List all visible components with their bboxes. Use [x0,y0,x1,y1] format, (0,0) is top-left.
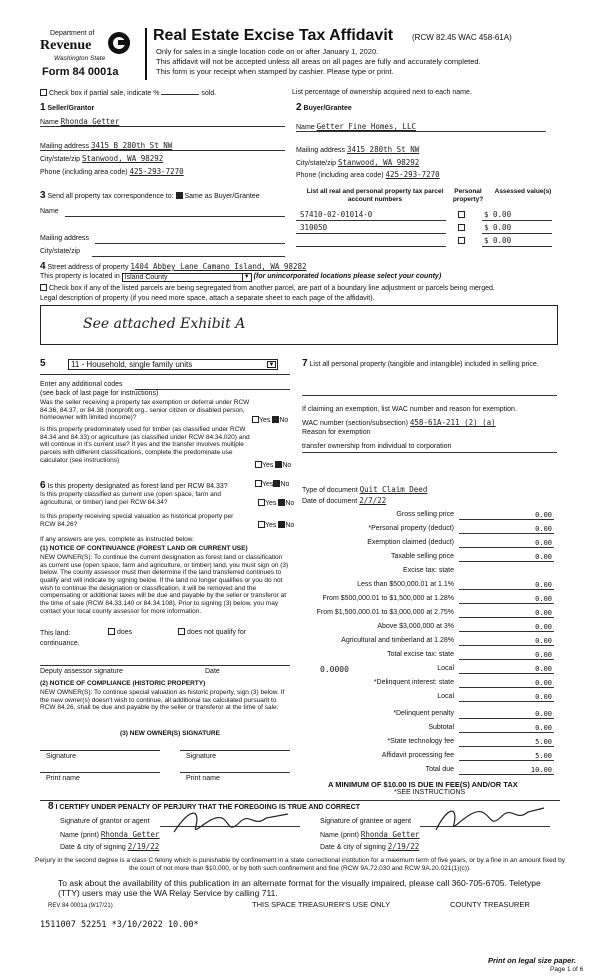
section-3-number: 3 [40,190,46,201]
tax-value[interactable]: 0.00 [459,637,554,646]
yes-label: Yes [265,522,277,529]
tax-label: Taxable selling price [390,553,454,560]
no-label: No [285,522,295,529]
tax-value[interactable]: 0.00 [459,525,554,534]
assessed-value-2[interactable]: $ 0.00 [484,223,512,232]
parcel-row [296,210,558,222]
legal-description-field[interactable] [40,305,558,345]
street-address-label: Street address of property [47,264,129,271]
parcel-row [296,236,558,248]
forest-question: Is this property designated as forest land per RCW 84.33? [47,483,228,490]
wac-label: WAC number (section/subsection) [302,420,408,427]
seller-heading: Seller/Grantor [47,105,95,112]
segregated-checkbox[interactable] [40,284,47,291]
county-treasurer-label: COUNTY TREASURER [450,900,530,909]
logo-dept: Department of [50,30,95,37]
partial-sale-row [40,89,216,97]
wac-field[interactable]: 458-61A-211 (2) (a) [409,418,496,427]
section-4-number: 4 [40,261,46,272]
personal-property-checkbox-3[interactable] [458,237,465,244]
tax-value[interactable]: 10.00 [459,766,554,775]
chevron-down-icon: ▼ [242,274,251,281]
tax-value[interactable]: 0.00 [459,553,554,562]
buyer-address-field[interactable]: 3415 280th St NW [346,145,420,154]
if-yes-note: If any answers are yes, complete as instructed below. [40,536,194,543]
deputy-assessor-label: Deputy assessor signature [40,668,123,675]
perjury-notice [35,857,565,872]
assessed-value-3[interactable]: $ 0.00 [484,236,512,245]
buyer-name-field[interactable]: Getter Fine Homes, LLC [316,122,416,131]
section-6-number: 6 [40,480,46,491]
owner-print-field-2[interactable] [180,772,290,773]
seller-address-field[interactable]: 3415 B 280th St NW [90,141,173,150]
corr-city-label: City/state/zip [40,248,81,255]
deputy-date-label: Date [205,668,220,675]
grantee-name-field[interactable]: Rhonda Getter [360,830,420,839]
seller-section [40,102,285,187]
tax-row [298,567,554,579]
personal-property-checkbox-2[interactable] [458,224,465,231]
property-address-field[interactable]: 1404 Abbey Lane Camano Island, WA 98282 [130,262,307,271]
tax-value[interactable]: 0.00 [459,710,554,719]
local-rate-value: 0.0000 [320,665,349,674]
notice-continuance-heading: (1) NOTICE OF CONTINUANCE (FOREST LAND OR CURRENT USE) [40,545,248,552]
treasurer-stamp: 1511007 52251 *3/10/2022 10.00* [40,920,199,930]
personal-property-checkbox-1[interactable] [458,211,465,218]
header-line-2: This affidavit will not be accepted unless all areas on all pages are fully and accurately completed. [156,57,481,66]
tax-label: Total excise tax: state [387,651,454,658]
doc-date-label: Date of document [302,498,358,505]
legal-size-note: Print on legal size paper. [488,956,576,965]
tax-label: Exemption claimed (deduct) [367,539,454,546]
segregated-label: Check box if any of the listed parcels are being segregated from another parcel, are part of a boundary line adjustment or parcels being merged. [48,285,495,292]
owner-print-field-1[interactable] [40,772,160,773]
yes-label: Yes [262,462,274,469]
tax-value[interactable]: 0.00 [459,581,554,590]
tax-value[interactable]: 0.00 [459,724,554,733]
parcel-header-assessed: Assessed value(s) [494,188,552,195]
new-owner-signature-heading: (3) NEW OWNER(S) SIGNATURE [120,730,220,737]
tax-value[interactable]: 0.00 [459,679,554,688]
grantor-name-field[interactable]: Rhonda Getter [100,830,160,839]
page-title: Real Estate Excise Tax Affidavit [153,27,394,44]
notice-compliance-heading: (2) NOTICE OF COMPLIANCE (HISTORIC PROPERTY) [40,680,206,687]
same-as-buyer-checkbox[interactable] [176,192,183,199]
forest-yes-checkbox[interactable] [255,480,262,487]
exemption-question: Was the seller receiving a property tax exemption or deferral under RCW 84.36, 84.37, or 84.38 (nonprofit org., senior citizen or disabled person, homeowner with limited income)? [40,399,250,422]
located-in-label: This property is located in [40,273,120,280]
buyer-name-label: Name [296,124,315,131]
doc-date-field[interactable]: 2/7/22 [359,496,387,505]
header-line-3: This form is your receipt when stamped by cashier. Please type or print. [156,67,394,76]
buyer-phone-field[interactable]: 425-293-7270 [385,170,440,179]
section-8-number: 8 [48,801,54,812]
does-not-qualify-checkbox[interactable] [178,628,185,635]
tax-row [298,525,554,537]
notice-compliance-text: NEW OWNER(S): To continue special valuation as historic property, sign (3) below. If the new owner(s) doesn't wish to continue, all additional tax calculated pursuant to RCW 84.26, shall be due and payable by the seller or transferor at the time of sale. [40,689,285,712]
tax-calculation [298,511,556,831]
grantor-date-field[interactable]: 2/19/22 [127,842,160,851]
exemption-instruction: If claiming an exemption, list WAC number and reason for exemption. [302,406,517,413]
no-label: No [282,462,292,469]
tax-label: Excise tax: state [403,567,454,574]
grantee-signature [430,800,550,836]
county-note: (for unincorporated locations please select your county) [253,273,442,280]
tax-row [298,637,554,649]
county-select[interactable] [122,273,252,282]
section-8 [40,800,560,855]
additional-codes-label: Enter any additional codes [40,381,123,388]
tax-row [298,710,554,722]
tax-label: Total due [425,766,454,773]
tax-row [298,609,554,621]
grantor-signature-label: Signature of grantor or agent [60,818,150,825]
partial-sale-checkbox[interactable] [40,89,47,96]
seller-city-label: City/state/zip [40,156,81,163]
doc-type-label: Type of document [302,487,358,494]
tax-value[interactable]: 0.00 [459,651,554,660]
tax-label: Local [437,693,454,700]
section-7-number: 7 [302,358,308,369]
section-7 [302,358,560,458]
legal-description-label: Legal description of property (if you need more space, attach a separate sheet to each page of the affidavit). [40,295,375,302]
minimum-due-note: A MINIMUM OF $10.00 IS DUE IN FEE(S) AND/OR TAX [328,780,518,789]
print-name-label-1: Print name [46,775,80,782]
use-code-select[interactable] [68,359,278,370]
buyer-phone-label: Phone (including area code) [296,172,384,179]
grantor-name-label: Name (print) [60,832,99,839]
tax-label: *Delinquent penalty [393,710,454,717]
parcel-row [296,223,558,235]
tax-row [298,752,554,764]
seller-name-label: Name [40,119,59,126]
tax-row [298,553,554,565]
tax-value[interactable]: 0.00 [459,623,554,632]
seller-city-field[interactable]: Stanwood, WA 98292 [82,154,164,163]
tax-row [298,693,554,705]
tax-value[interactable]: 5.00 [459,738,554,747]
page-number: Page 1 of 6 [550,966,584,973]
seller-name-field[interactable]: Rhonda Getter [60,117,120,126]
grantee-date-label: Date & city of signing [320,844,386,851]
no-label: No [279,417,289,424]
use-code-value: 11 - Household, single family units [71,360,193,369]
rcw-cite: (RCW 82.45 WAC 458-61A) [412,33,512,42]
personal-property-field[interactable] [302,395,557,396]
grantor-date-label: Date & city of signing [60,844,126,851]
seller-address-label: Mailing address [40,143,90,150]
current-use-question: Is this property classified as current use (open space, farm and agricultural, or timber) land per RCW 84.34? [40,491,222,506]
tax-label: *State technology fee [387,738,454,745]
signature-label-2: Signature [186,753,216,760]
legal-description-value: See attached Exhibit A [83,316,246,332]
historic-question: Is this property receiving special valuation as historical property per RCW 84.26? [40,513,234,528]
tax-row [298,623,554,635]
parcel-account-2[interactable]: 310050 [300,223,328,232]
notice-continuance-text: NEW OWNER(S): To continue the current designation as forest land or classification as current use (open space, farm and agriculture, or timber) land, you must sign on (3) below. The county assessor must then determine if the land transferred continues to qualify and will indicate by signing below. If the land no longer qualifies or you do not wish to continue the designation or classification, it will be removed and the compensating or additional taxes will be due and payable by the seller or transferor at the time of sale (RCW 84.33.140 or 84.34.108). Prior to signing (3) below, you may contact your local county assessor for more information. [40,554,289,615]
reason-label: Reason for exemption [302,429,371,436]
form-number: Form 84 0001a [42,66,119,78]
tax-label: Affidavit processing fee [381,752,454,759]
section-3 [40,190,290,260]
tax-row [298,651,554,663]
tax-row [298,595,554,607]
revenue-icon [108,32,130,54]
header-divider [145,28,147,80]
tax-row [298,679,554,691]
same-as-buyer-label: Same as Buyer/Grantee [184,193,260,200]
assessed-value-1[interactable]: $ 0.00 [484,210,512,219]
tax-row [298,766,554,778]
tax-value[interactable]: 0.00 [459,511,554,520]
see-instructions: (see back of last page for instructions) [40,390,159,397]
grantor-signature [170,804,300,840]
grantee-name-label: Name (print) [320,832,359,839]
owner-signature-field-1[interactable] [40,750,160,751]
corr-mail-field[interactable] [95,243,285,244]
tax-label: Above $3,000,000 at 3% [377,623,454,630]
parcel-table [296,188,558,258]
logo-state: Washington State [54,55,106,62]
tax-value[interactable]: 0.00 [459,609,554,618]
tax-value[interactable]: 5.00 [459,752,554,761]
grantee-signature-label: Signature of grantee or agent [320,818,412,825]
tax-row [298,539,554,551]
header-line-1: Only for sales in a single location code on or after January 1, 2020. [156,47,379,56]
corr-city-field[interactable] [92,256,285,257]
historic-yes-checkbox[interactable] [258,521,265,528]
buyer-heading: Buyer/Grantee [303,105,352,112]
tax-label: *Delinquent interest: state [373,679,454,686]
tax-row [298,665,554,677]
doc-type-field[interactable]: Quit Claim Deed [359,485,428,494]
section-5 [40,358,295,468]
print-name-label-2: Print name [186,775,220,782]
partial-sale-label: Check box if partial sale, indicate % [48,90,160,97]
does-label: does [116,629,133,636]
logo-revenue: Revenue [40,38,92,53]
grantee-date-field[interactable]: 2/19/22 [387,842,420,851]
chevron-down-icon: ▼ [268,362,275,368]
treasurer-use-label: THIS SPACE TREASURER'S USE ONLY [252,900,391,909]
parcel-account-1[interactable]: S7410-02-01014-0 [300,210,373,219]
tax-row [298,511,554,523]
section-5-number: 5 [40,358,46,369]
current-use-yes-checkbox[interactable] [258,499,265,506]
tax-value[interactable]: 0.00 [459,693,554,702]
correspondence-label: Send all property tax correspondence to: [47,193,174,200]
corr-name-field[interactable] [65,216,285,217]
partial-sold-label: sold. [201,90,217,97]
yes-label: Yes [265,500,277,507]
buyer-address-label: Mailing address [296,147,346,154]
parcel-header-accounts: List all real and personal property tax parcel account numbers [306,188,444,203]
tax-label: From $500,000.01 to $1,500,000 at 1.28% [322,595,454,602]
yes-label: Yes [262,481,274,488]
corr-mail-label: Mailing address [40,235,90,242]
buyer-section [296,102,556,187]
section-4 [40,261,560,346]
no-label: No [280,481,290,488]
this-land-label: This land: [40,630,71,637]
revision-label: REV 84 0001a (9/17/21) [48,903,113,909]
timber-yes-checkbox[interactable] [255,461,262,468]
tax-label: From $1,500,000.01 to $3,000,000 at 2.75% [316,609,454,616]
buyer-city-label: City/state/zip [296,160,337,167]
parcel-header-personal: Personal property? [452,188,484,203]
list-percentage-note: List percentage of ownership acquired next to each name. [292,89,472,96]
corr-name-label: Name [40,208,59,215]
perjury-text: Perjury in the second degree is a class C felony which is punishable by confinement in a state correctional institution for a maximum term of five years, or by a fine in an amount fixed by the court of not more than $10,000, or by both such confinement and fine (RCW 9A.72.030 and RCW 9A.20.021(1)(c)). [35,857,566,872]
tax-row [298,724,554,736]
continuance-label: continuance. [40,640,80,647]
does-qualify-checkbox[interactable] [108,628,115,635]
accessibility-notice: To ask about the availability of this publication in an alternate format for the visually impaired, please call 360-705-6705. Teletype (TTY) users may use the WA Relay Service by calling 711. [58,878,541,898]
tax-value[interactable]: 0.00 [459,539,554,548]
personal-property-label: List all personal property (tangible and intangible) included in selling price. [309,361,539,368]
section-2-number: 2 [296,102,302,113]
signature-label-1: Signature [46,753,76,760]
yes-label: Yes [259,417,271,424]
tax-row [298,738,554,750]
reason-field[interactable]: transfer ownership from individual to corporation [302,443,452,450]
tax-value[interactable]: 0.00 [459,595,554,604]
dor-logo [40,30,135,80]
county-select-value: Island County [124,274,168,281]
timber-question: Is this property predominately used for timber (as classified under RCW 84.34 and 84.33) or agriculture (as classified under RCW 84.34.020) and will continue in it's current use? If yes and the transfer involves multiple parcels with different classifications, complete the predominate use calculator (see instructions) [40,426,250,464]
tax-row [298,581,554,593]
tax-label: *Personal property (deduct) [368,525,454,532]
no-label: No [285,500,295,507]
buyer-city-field[interactable]: Stanwood, WA 98292 [338,158,420,167]
seller-phone-field[interactable]: 425-293-7270 [129,167,184,176]
owner-signature-field-2[interactable] [180,750,290,751]
tax-label: Agricultural and timberland at 1.28% [341,637,454,644]
seller-phone-label: Phone (including area code) [40,169,128,176]
tax-value[interactable]: 0.00 [459,665,554,674]
tax-label: Subtotal [428,724,454,731]
see-instructions-note: *SEE INSTRUCTIONS [394,789,466,796]
tax-label: Gross selling price [396,511,454,518]
tax-label: Local [437,665,454,672]
does-not-label: does not qualify for [186,629,247,636]
exemption-yes-checkbox[interactable] [252,416,259,423]
tax-label: Less than $500,000.01 at 1.1% [357,581,454,588]
certification-heading: I CERTIFY UNDER PENALTY OF PERJURY THAT THE FOREGOING IS TRUE AND CORRECT [55,804,361,811]
section-1-number: 1 [40,102,46,113]
